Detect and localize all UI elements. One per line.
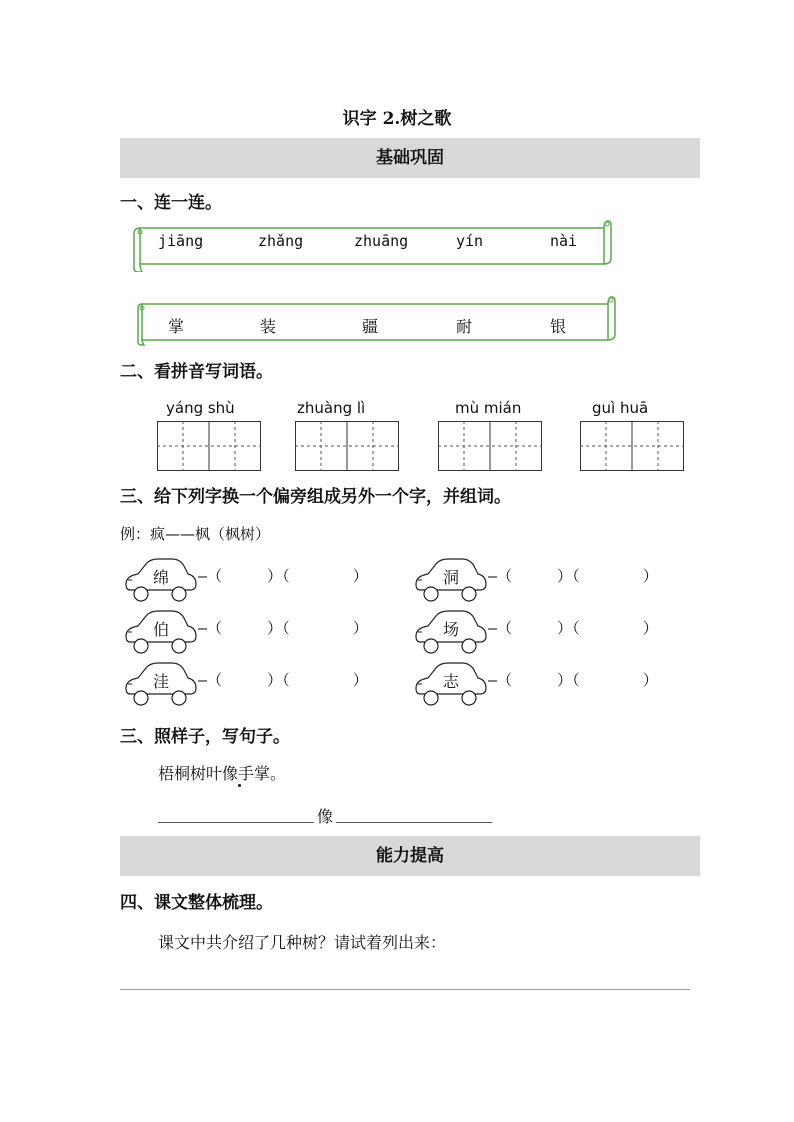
example-sentence: 梧桐树叶像手掌。 [158, 764, 287, 783]
tianzige-grid[interactable] [438, 421, 542, 471]
pinyin-scroll-banner [132, 218, 612, 272]
pinyin-item[interactable]: yín [456, 232, 484, 250]
chars-scroll-banner [136, 294, 616, 346]
source-character: 志 [442, 672, 459, 691]
car-char-left [124, 660, 198, 710]
answer-blank[interactable] [336, 822, 492, 823]
page-title: 识字 2.树之歌 [342, 109, 452, 129]
car-char-right [414, 660, 488, 710]
tianzige-grid[interactable] [295, 421, 399, 471]
pinyin-item[interactable]: nài [550, 232, 578, 250]
pinyin-item[interactable]: zhuāng [354, 232, 409, 250]
answer-blanks[interactable]: —（ ）（ ） [198, 671, 368, 689]
connector-word: 像 [317, 807, 334, 826]
tianzige-grid[interactable] [157, 421, 261, 471]
q5-heading: 四、课文整体梳理。 [120, 893, 273, 913]
char-item[interactable]: 银 [550, 317, 567, 336]
source-character: 伯 [152, 620, 169, 639]
source-character: 洼 [152, 672, 169, 691]
answer-blanks[interactable]: —（ ）（ ） [488, 619, 658, 637]
q5-prompt: 课文中共介绍了几种树？请试着列出来： [158, 933, 447, 952]
source-character: 洞 [442, 568, 459, 587]
car-char-right [414, 556, 488, 606]
q3-heading: 三、给下列字换一个偏旁组成另外一个字，并组词。 [120, 487, 511, 507]
car-char-left [124, 608, 198, 658]
q1-heading: 一、连一连。 [120, 193, 222, 213]
emphasis-dot [238, 784, 241, 787]
answer-blanks[interactable]: —（ ）（ ） [198, 619, 368, 637]
answer-blank[interactable] [158, 822, 314, 823]
answer-blanks[interactable]: —（ ）（ ） [198, 567, 368, 585]
source-character: 绵 [152, 568, 169, 587]
answer-line[interactable] [120, 989, 690, 990]
section-band-basic: 基础巩固 [120, 138, 700, 178]
word-pinyin: yáng shù [166, 399, 235, 417]
tianzige-grid[interactable] [580, 421, 684, 471]
q4-heading: 三、照样子，写句子。 [120, 727, 290, 747]
word-pinyin: guì huā [592, 399, 649, 417]
word-pinyin: zhuàng lì [297, 399, 366, 417]
source-character: 场 [442, 620, 459, 639]
char-item[interactable]: 耐 [456, 317, 473, 336]
char-item[interactable]: 装 [260, 317, 277, 336]
char-item[interactable]: 疆 [362, 317, 379, 336]
example-text: 例：疯——枫（枫树） [120, 525, 271, 543]
word-pinyin: mù mián [455, 399, 522, 417]
answer-blanks[interactable]: —（ ）（ ） [488, 567, 658, 585]
q2-heading: 二、看拼音写词语。 [120, 362, 273, 382]
pinyin-item[interactable]: jiāng [158, 232, 204, 250]
answer-blanks[interactable]: —（ ）（ ） [488, 671, 658, 689]
pinyin-item[interactable]: zhǎng [258, 232, 304, 250]
char-item[interactable]: 掌 [168, 317, 185, 336]
car-char-left [124, 556, 198, 606]
car-char-right [414, 608, 488, 658]
section-band-advanced: 能力提高 [120, 836, 700, 876]
